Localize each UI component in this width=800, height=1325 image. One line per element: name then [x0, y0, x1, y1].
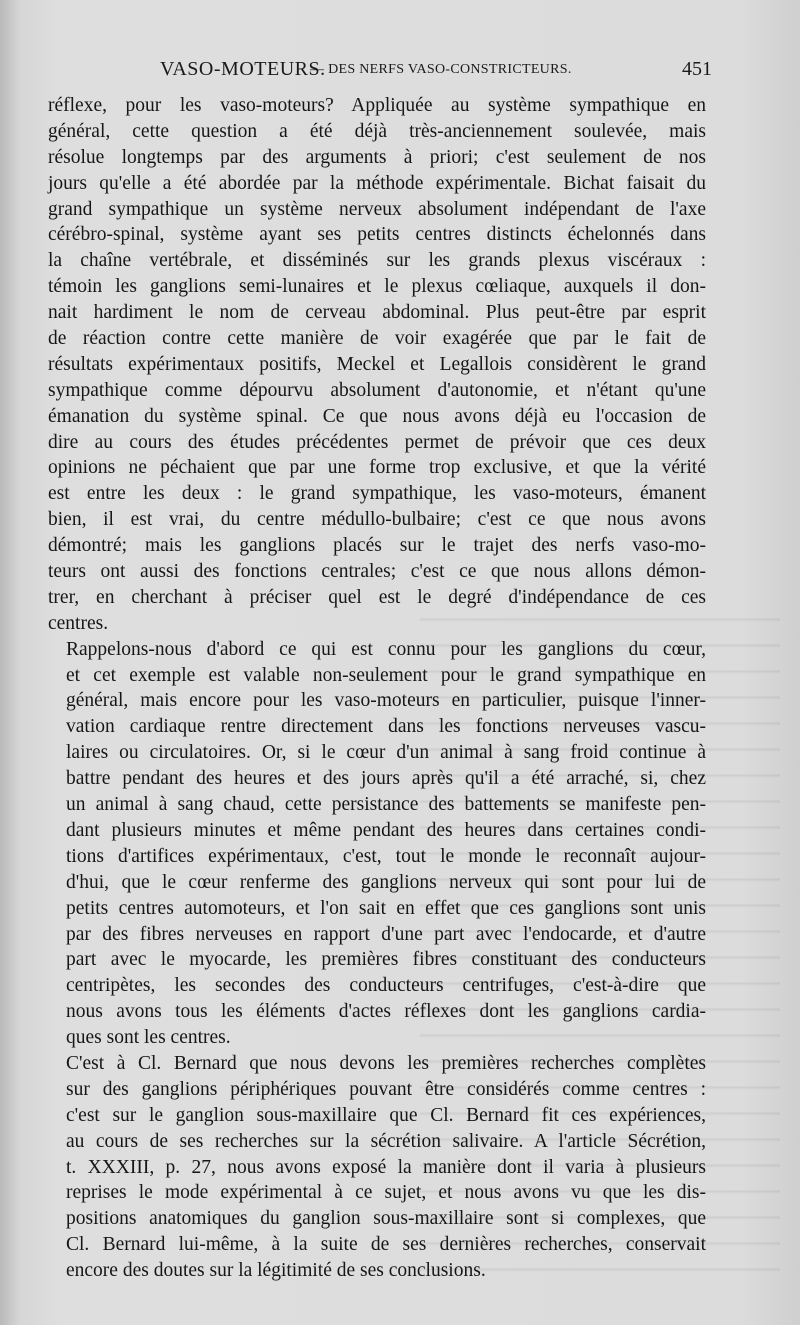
text-line: résultats expérimentaux positifs, Meckel et Legallois considèrent le grand — [48, 353, 706, 375]
text-line: centripètes, les secondes des conducteurs centrifuges, c'est-à-dire que — [66, 975, 706, 997]
text-line: d'hui, que le cœur renferme des ganglions nerveux qui sont pour lui de — [66, 871, 706, 893]
text-line: est entre les deux : le grand sympathique, les vaso-moteurs, émanent — [48, 483, 706, 505]
text-line: dire au cours des études précédentes permet de prévoir que ces deux — [48, 431, 706, 453]
paragraph-2 — [48, 637, 706, 1051]
text-line: la chaîne vertébrale, et disséminés sur les grands plexus viscéraux : — [48, 250, 706, 272]
text-line: sur des ganglions périphériques pouvant être considérés comme centres : — [66, 1078, 706, 1100]
text-line: ques sont les centres. — [66, 1027, 231, 1049]
text-line: petits centres automoteurs, et l'on sait en effet que ces ganglions sont unis — [66, 897, 706, 919]
text-line: nous avons tous les éléments d'actes réflexes dont les ganglions cardia- — [66, 1001, 706, 1023]
text-line: opinions ne péchaient que par une forme trop exclusive, et que la vérité — [48, 457, 706, 479]
text-line: réflexe, pour les vaso-moteurs? Appliquée au système sympathique en — [48, 95, 706, 116]
text-line: émanation du système spinal. Ce que nous avons déjà eu l'occasion de — [48, 405, 706, 427]
text-line: jours qu'elle a été abordée par la méthode expérimentale. Bichat faisait du — [48, 172, 706, 194]
text-line: cérébro-spinal, système ayant ses petits centres distincts échelonnés dans — [48, 224, 706, 246]
text-line: vation cardiaque rentre directement dans les fonctions nerveuses vascu- — [66, 716, 706, 738]
text-line: part avec le myocarde, les premières fibres constituant des conducteurs — [66, 949, 706, 971]
text-line: trer, en cherchant à préciser quel est le degré d'indépendance de ces — [48, 586, 706, 608]
text-line: positions anatomiques du ganglion sous-maxillaire sont si complexes, que — [66, 1208, 706, 1230]
running-head — [52, 58, 712, 88]
text-line: c'est sur le ganglion sous-maxillaire que Cl. Bernard fit ces expériences, — [66, 1104, 706, 1126]
text-line: grand sympathique un système nerveux absolument indépendant de l'axe — [48, 198, 706, 220]
text-line: battre pendant des heures et des jours après qu'il a été arraché, si, chez — [66, 768, 706, 790]
text-line: t. XXXIII, p. 27, nous avons exposé la manière dont il varia à plusieurs — [66, 1156, 706, 1178]
text-line: bien, il est vrai, du centre médullo-bulbaire; c'est ce que nous avons — [48, 509, 706, 531]
text-line: au cours de ses recherches sur la sécrétion salivaire. A l'article Sécrétion, — [66, 1130, 706, 1152]
text-line: un animal à sang chaud, cette persistance des battements se manifeste pen- — [66, 794, 706, 816]
text-line: C'est à Cl. Bernard que nous devons les premières recherches complètes — [66, 1052, 706, 1074]
text-line: tions d'artifices expérimentaux, c'est, tout le monde le reconnaît aujour- — [66, 845, 706, 867]
text-line: centres. — [48, 612, 109, 634]
text-line: par des fibres nerveuses en rapport d'une part avec l'endocarde, et d'autre — [66, 923, 706, 945]
paragraph-1 — [48, 93, 706, 637]
text-line: reprises le mode expérimental à ce sujet, et nous avons vu que les dis- — [66, 1182, 706, 1204]
text-line: nait hardiment le nom de cerveau abdominal. Plus peut-être par esprit — [48, 302, 706, 324]
text-line: et cet exemple est valable non-seulement pour le grand sympathique en — [66, 664, 706, 686]
page-number: 451 — [682, 58, 712, 80]
text-line: de réaction contre cette manière de voir exagérée que par le fait de — [48, 328, 706, 350]
text-line: général, cette question a été déjà très-anciennement soulevée, mais — [48, 120, 706, 142]
text-line: Rappelons-nous d'abord ce qui est connu pour les ganglions du cœur, — [66, 638, 706, 660]
running-title: VASO-MOTEURS. — [160, 58, 326, 80]
paragraph-3 — [48, 1051, 706, 1284]
text-line: dant plusieurs minutes et même pendant des heures dans certaines condi- — [66, 819, 706, 841]
text-line: résolue longtemps par des arguments à priori; c'est seulement de nos — [48, 146, 706, 168]
running-subtitle: — DES NERFS VASO-CONSTRICTEURS. — [310, 62, 572, 77]
text-line: encore des doutes sur la légitimité de ses conclusions. — [66, 1260, 486, 1282]
text-line: démontré; mais les ganglions placés sur le trajet des nerfs vaso-mo- — [48, 535, 706, 557]
text-line: témoin les ganglions semi-lunaires et le plexus cœliaque, auxquels il don- — [48, 276, 706, 298]
text-line: teurs ont aussi des fonctions centrales; c'est ce que nous allons démon- — [48, 561, 706, 583]
text-line: laires ou circulatoires. Or, si le cœur d'un animal à sang froid continue à — [66, 742, 706, 764]
text-line: général, mais encore pour les vaso-moteurs en particulier, puisque l'inner- — [66, 690, 706, 712]
body-text — [48, 93, 706, 1284]
text-line: sympathique comme dépourvu absolument d'autonomie, et n'étant qu'une — [48, 379, 706, 401]
text-line: Cl. Bernard lui-même, à la suite de ses dernières recherches, conservait — [66, 1234, 706, 1256]
